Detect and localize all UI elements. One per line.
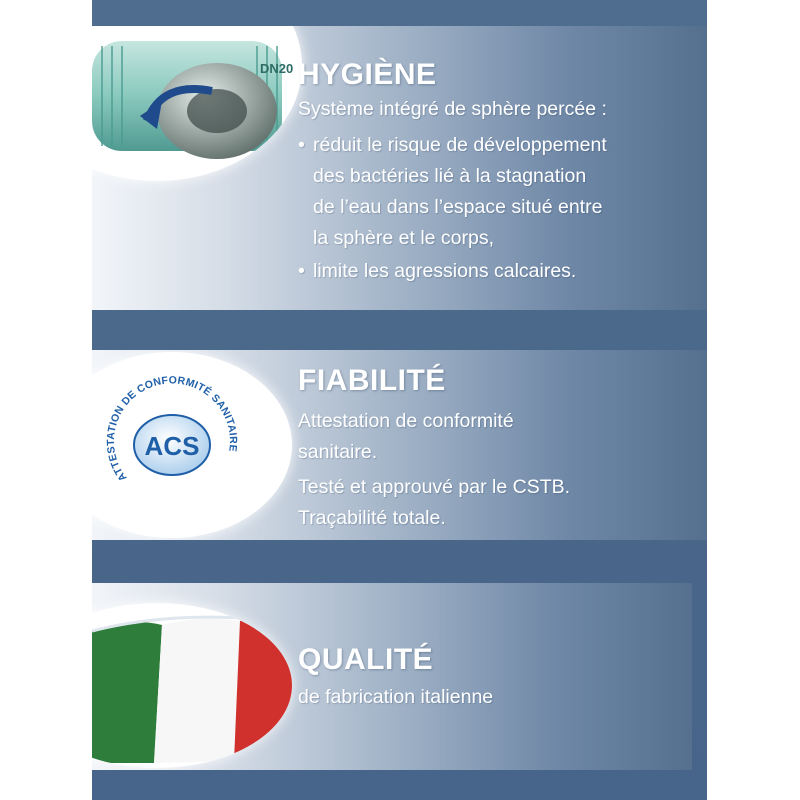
- hygiene-intro: Système intégré de sphère percée :: [298, 98, 607, 120]
- qualite-section: [92, 583, 692, 770]
- hygiene-bullet-1-line-4: la sphère et le corps,: [313, 227, 495, 249]
- fiabilite-line-3: Testé et approuvé par le CSTB.: [298, 476, 571, 498]
- svg-text:ACS: ACS: [144, 431, 200, 461]
- product-features-page: [92, 0, 707, 800]
- qualite-title: QUALITÉ: [298, 643, 434, 676]
- fiabilite-line-1: Attestation de conformité: [298, 410, 514, 432]
- fiabilite-title: FIABILITÉ: [298, 364, 446, 397]
- fiabilite-section: [92, 350, 707, 540]
- italian-flag: [92, 603, 292, 768]
- fiabilite-line-4: Traçabilité totale.: [298, 507, 446, 529]
- bullet-icon: •: [298, 260, 305, 282]
- hygiene-bullet-1-line-3: de l’eau dans l’espace situé entre: [313, 196, 603, 218]
- hygiene-section: [92, 26, 707, 310]
- bullet-icon: •: [298, 134, 305, 156]
- italian-flag-frame: [92, 603, 292, 768]
- svg-text:ATTESTATION DE CONFORMITÉ SANI: ATTESTATION DE CONFORMITÉ SANITAIRE: [104, 374, 240, 484]
- hygiene-title: HYGIÈNE: [298, 58, 437, 91]
- acs-logo: [92, 352, 292, 538]
- hygiene-bullet-1-line-1: • réduit le risque de développement: [298, 134, 607, 156]
- valve-illustration: [92, 26, 302, 181]
- acs-logo-frame: [92, 352, 292, 538]
- hygiene-bullet-1-line-2: des bactéries lié à la stagnation: [313, 165, 587, 187]
- hygiene-bullet-2: • limite les agressions calcaires.: [298, 260, 577, 282]
- svg-text:DN20: DN20: [260, 61, 294, 76]
- qualite-subtitle: de fabrication italienne: [298, 686, 494, 708]
- fiabilite-line-2: sanitaire.: [298, 441, 378, 463]
- valve-illustration-frame: [92, 26, 302, 181]
